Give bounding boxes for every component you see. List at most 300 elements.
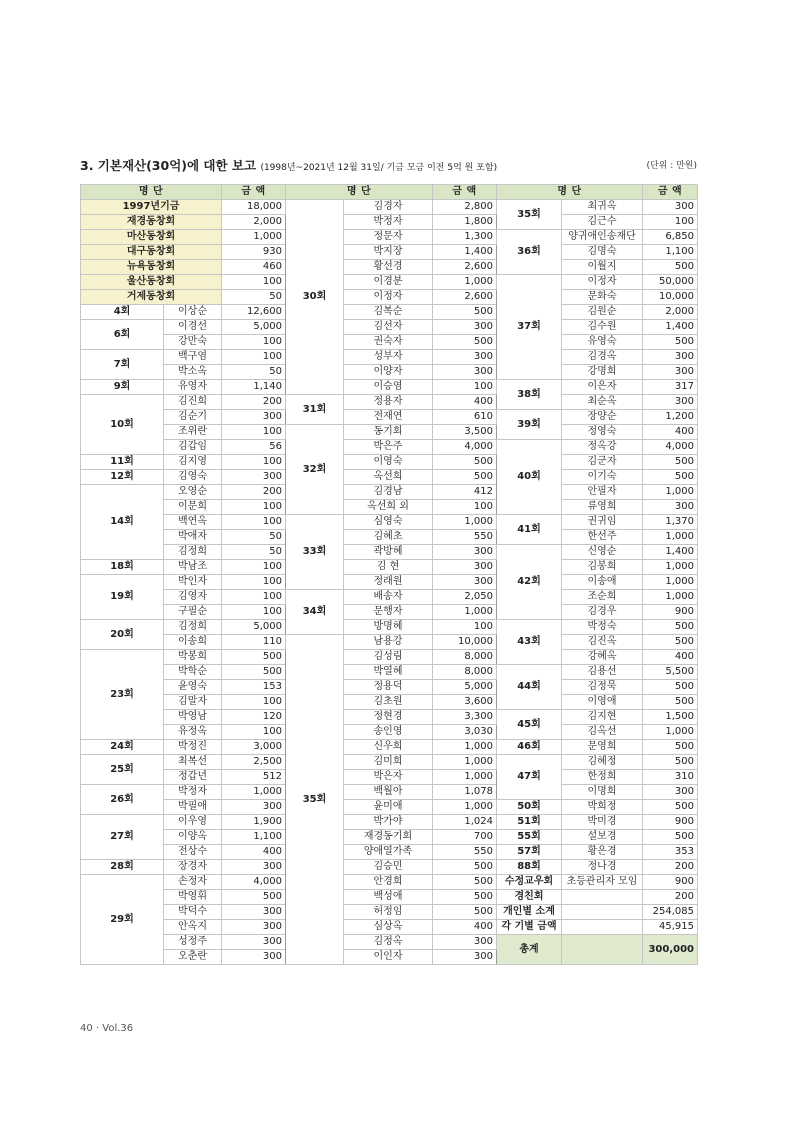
amount-cell: 100 (222, 425, 286, 440)
donor-name-cell: 심영숙 (344, 515, 433, 530)
donor-name-cell: 강만숙 (164, 335, 222, 350)
donor-name-cell: 문화숙 (562, 290, 643, 305)
table-row (81, 350, 698, 365)
donor-name-cell: 장양순 (562, 410, 643, 425)
table-row (81, 785, 698, 800)
donor-name-cell: 안경희 (344, 875, 433, 890)
donor-name-cell: 이기숙 (562, 470, 643, 485)
donor-name-cell: 김정희 (164, 545, 222, 560)
table-row (81, 440, 698, 455)
donor-name-cell: 신영순 (562, 545, 643, 560)
donor-name-cell: 김초원 (344, 695, 433, 710)
donor-name-cell: 이은자 (562, 380, 643, 395)
amount-cell: 1,400 (643, 545, 698, 560)
donor-name-cell: 황선경 (344, 260, 433, 275)
class-year-cell: 27회 (81, 815, 164, 860)
amount-cell: 500 (222, 650, 286, 665)
amount-cell: 110 (222, 635, 286, 650)
donor-name-cell: 권숙자 (344, 335, 433, 350)
summary-blank-cell (562, 905, 643, 920)
class-year-cell: 47회 (497, 755, 562, 800)
table-row (81, 455, 698, 470)
amount-cell: 500 (222, 890, 286, 905)
donor-name-cell: 박은자 (344, 770, 433, 785)
class-year-cell: 51회 (497, 815, 562, 830)
amount-cell: 550 (433, 530, 497, 545)
class-year-cell: 35회 (497, 200, 562, 230)
group-name-cell: 재경동창회 (81, 215, 222, 230)
class-year-cell: 9회 (81, 380, 164, 395)
table-row (81, 650, 698, 665)
donor-name-cell: 전상수 (164, 845, 222, 860)
amount-cell: 1,500 (643, 710, 698, 725)
table-row (81, 215, 698, 230)
amount-cell: 1,000 (643, 590, 698, 605)
donor-name-cell: 이경선 (164, 320, 222, 335)
amount-cell: 1,000 (433, 740, 497, 755)
table-row (81, 725, 698, 740)
amount-cell: 12,600 (222, 305, 286, 320)
donor-name-cell: 김근수 (562, 215, 643, 230)
amount-cell: 500 (643, 740, 698, 755)
table-row (81, 380, 698, 395)
amount-cell: 900 (643, 605, 698, 620)
donor-name-cell: 김명숙 (562, 245, 643, 260)
donor-name-cell: 김혜초 (344, 530, 433, 545)
table-row (81, 905, 698, 920)
amount-cell: 900 (643, 815, 698, 830)
donation-table-wrap (80, 184, 697, 965)
amount-cell: 1,000 (433, 275, 497, 290)
group-name-cell: 거제동창회 (81, 290, 222, 305)
donor-name-cell: 정문자 (344, 230, 433, 245)
summary-label-cell: 개인별 소계 (497, 905, 562, 920)
donor-name-cell: 권귀임 (562, 515, 643, 530)
amount-cell: 300 (222, 860, 286, 875)
donor-name-cell: 성정주 (164, 935, 222, 950)
group-name-cell: 마산동창회 (81, 230, 222, 245)
donor-name-cell: 김혜정 (562, 755, 643, 770)
amount-cell: 310 (643, 770, 698, 785)
amount-cell: 500 (643, 800, 698, 815)
donor-name-cell: 박인자 (164, 575, 222, 590)
table-row (81, 890, 698, 905)
donor-name-cell: 김원순 (562, 305, 643, 320)
amount-cell: 100 (222, 590, 286, 605)
donor-name-cell: 옥선희 (344, 470, 433, 485)
table-row (81, 845, 698, 860)
donor-name-cell: 정옥강 (562, 440, 643, 455)
amount-cell: 1,900 (222, 815, 286, 830)
class-year-cell: 88회 (497, 860, 562, 875)
donor-name-cell: 장경자 (164, 860, 222, 875)
amount-cell: 1,000 (433, 800, 497, 815)
amount-cell: 56 (222, 440, 286, 455)
amount-cell: 8,000 (433, 650, 497, 665)
amount-cell: 100 (433, 620, 497, 635)
donor-name-cell: 김선자 (344, 320, 433, 335)
amount-cell: 1,024 (433, 815, 497, 830)
donor-name-cell: 김순기 (164, 410, 222, 425)
donor-name-cell: 박덕수 (164, 905, 222, 920)
amount-cell: 2,600 (433, 290, 497, 305)
amount-cell: 1,000 (643, 560, 698, 575)
table-row (81, 485, 698, 500)
amount-cell: 50 (222, 545, 286, 560)
donation-table (80, 184, 698, 965)
amount-cell: 500 (643, 830, 698, 845)
table-row (81, 740, 698, 755)
donor-name-cell: 전재연 (344, 410, 433, 425)
donor-name-cell: 김복순 (344, 305, 433, 320)
donor-name-cell: 김미희 (344, 755, 433, 770)
amount-cell: 500 (643, 260, 698, 275)
amount-cell: 1,000 (222, 230, 286, 245)
class-year-cell: 33회 (286, 515, 344, 590)
amount-cell: 300 (433, 350, 497, 365)
table-row (81, 500, 698, 515)
amount-cell: 200 (222, 395, 286, 410)
class-year-cell: 20회 (81, 620, 164, 650)
class-year-cell: 36회 (497, 230, 562, 275)
amount-cell: 200 (643, 860, 698, 875)
amount-cell: 300 (222, 950, 286, 965)
amount-cell: 300 (222, 470, 286, 485)
donor-name-cell: 강혜옥 (562, 650, 643, 665)
amount-cell: 1,400 (643, 320, 698, 335)
amount-cell: 1,000 (433, 755, 497, 770)
amount-cell: 100 (222, 605, 286, 620)
volume-label: Vol.36 (102, 1023, 134, 1034)
amount-cell: 300 (643, 500, 698, 515)
amount-cell: 50,000 (643, 275, 698, 290)
amount-cell: 10,000 (643, 290, 698, 305)
amount-cell: 100 (222, 275, 286, 290)
donor-name-cell: 백월아 (344, 785, 433, 800)
class-year-cell: 26회 (81, 785, 164, 815)
amount-cell: 2,000 (643, 305, 698, 320)
donor-name-cell: 오춘란 (164, 950, 222, 965)
table-row (81, 695, 698, 710)
donor-name-cell: 박필애 (164, 800, 222, 815)
donor-name-cell: 박학순 (164, 665, 222, 680)
donor-name-cell: 박봉희 (164, 650, 222, 665)
amount-cell: 500 (643, 635, 698, 650)
section-title-sub: (1998년~2021년 12월 31일/ 기금 모금 이전 5억 원 포함) (260, 163, 498, 173)
class-year-cell: 44회 (497, 665, 562, 710)
class-year-cell: 25회 (81, 755, 164, 785)
amount-cell: 100 (433, 500, 497, 515)
class-year-cell: 18회 (81, 560, 164, 575)
donor-name-cell: 김승민 (344, 860, 433, 875)
donor-name-cell: 박애자 (164, 530, 222, 545)
amount-cell: 100 (222, 335, 286, 350)
table-row (81, 680, 698, 695)
header-amount-1: 금 액 (222, 185, 286, 200)
table-row (81, 815, 698, 830)
donor-name-cell: 박희정 (562, 800, 643, 815)
donor-name-cell: 백구염 (164, 350, 222, 365)
class-year-cell: 7회 (81, 350, 164, 380)
amount-cell: 500 (222, 665, 286, 680)
donor-name-cell: 김정옥 (344, 935, 433, 950)
amount-cell: 317 (643, 380, 698, 395)
table-row (81, 635, 698, 650)
donor-name-cell: 이문희 (164, 500, 222, 515)
donor-name-cell: 이인자 (344, 950, 433, 965)
donor-name-cell: 김경남 (344, 485, 433, 500)
header-row (81, 185, 698, 200)
donor-name-cell: 김봉희 (562, 560, 643, 575)
group-name-cell: 뉴욕동창회 (81, 260, 222, 275)
header-name-3: 명 단 (497, 185, 643, 200)
donor-name-cell: 김영숙 (164, 470, 222, 485)
table-row (81, 620, 698, 635)
amount-cell: 1,300 (433, 230, 497, 245)
amount-cell: 3,500 (433, 425, 497, 440)
table-row (81, 410, 698, 425)
summary-blank-cell (562, 920, 643, 935)
table-row (81, 530, 698, 545)
amount-cell: 1,200 (643, 410, 698, 425)
table-row (81, 275, 698, 290)
donor-name-cell: 박미경 (562, 815, 643, 830)
title-row (80, 156, 697, 174)
amount-cell: 1,400 (433, 245, 497, 260)
amount-cell: 500 (433, 875, 497, 890)
amount-cell: 500 (433, 905, 497, 920)
table-row (81, 230, 698, 245)
amount-cell: 610 (433, 410, 497, 425)
summary-amount-cell: 45,915 (643, 920, 698, 935)
class-year-cell: 12회 (81, 470, 164, 485)
section-title-main: 3. 기본재산(30억)에 대한 보고 (80, 158, 257, 173)
amount-cell: 400 (433, 395, 497, 410)
amount-cell: 50 (222, 290, 286, 305)
donor-name-cell: 곽방혜 (344, 545, 433, 560)
amount-cell: 300 (433, 575, 497, 590)
donor-name-cell: 허정임 (344, 905, 433, 920)
donor-name-cell: 이영숙 (344, 455, 433, 470)
class-year-cell: 55회 (497, 830, 562, 845)
table-row (81, 425, 698, 440)
donor-name-cell: 김경자 (344, 200, 433, 215)
amount-cell: 1,800 (433, 215, 497, 230)
amount-cell: 1,100 (222, 830, 286, 845)
donor-name-cell: 김경우 (562, 605, 643, 620)
class-year-cell: 43회 (497, 620, 562, 665)
donor-name-cell: 백연옥 (164, 515, 222, 530)
class-year-cell: 32회 (286, 425, 344, 515)
amount-cell: 100 (433, 380, 497, 395)
donor-name-cell: 정나경 (562, 860, 643, 875)
table-row (81, 875, 698, 890)
donor-name-cell: 송인영 (344, 725, 433, 740)
amount-cell: 6,850 (643, 230, 698, 245)
donor-name-cell: 최귀옥 (562, 200, 643, 215)
amount-cell: 500 (643, 755, 698, 770)
amount-cell: 1,000 (643, 575, 698, 590)
amount-cell: 8,000 (433, 665, 497, 680)
donor-name-cell: 김영자 (164, 590, 222, 605)
amount-cell: 353 (643, 845, 698, 860)
amount-cell: 100 (643, 215, 698, 230)
class-year-cell: 14회 (81, 485, 164, 560)
donor-name-cell: 설보경 (562, 830, 643, 845)
class-year-cell: 10회 (81, 395, 164, 455)
class-year-cell: 28회 (81, 860, 164, 875)
table-row (81, 590, 698, 605)
class-year-cell: 45회 (497, 710, 562, 740)
donor-name-cell: 이양자 (344, 365, 433, 380)
donor-name-cell: 최복선 (164, 755, 222, 770)
amount-cell: 3,300 (433, 710, 497, 725)
donor-name-cell: 김정묵 (562, 680, 643, 695)
amount-cell: 153 (222, 680, 286, 695)
class-year-cell: 50회 (497, 800, 562, 815)
donor-name-cell: 김갑임 (164, 440, 222, 455)
footer-separator: · (95, 1023, 100, 1034)
donor-name-cell: 정현경 (344, 710, 433, 725)
class-year-cell: 24회 (81, 740, 164, 755)
table-row (81, 260, 698, 275)
donor-name-cell: 황은경 (562, 845, 643, 860)
amount-cell: 300 (643, 785, 698, 800)
donor-name-cell: 안옥지 (164, 920, 222, 935)
donor-name-cell: 유영숙 (562, 335, 643, 350)
donor-name-cell: 양애열가족 (344, 845, 433, 860)
amount-cell: 300 (643, 365, 698, 380)
donor-name-cell: 이정자 (562, 275, 643, 290)
donor-name-cell: 김수원 (562, 320, 643, 335)
class-year-cell: 40회 (497, 440, 562, 515)
table-row (81, 200, 698, 215)
amount-cell: 700 (433, 830, 497, 845)
donor-name-cell: 강명희 (562, 365, 643, 380)
header-name-2: 명 단 (286, 185, 433, 200)
total-label-cell: 총계 (497, 935, 562, 965)
page-footer (80, 1023, 133, 1034)
donor-name-cell: 이상순 (164, 305, 222, 320)
donor-name-cell: 문행자 (344, 605, 433, 620)
donor-name-cell: 안필자 (562, 485, 643, 500)
donor-name-cell: 윤미애 (344, 800, 433, 815)
amount-cell: 1,000 (643, 530, 698, 545)
donor-name-cell: 류영희 (562, 500, 643, 515)
amount-cell: 500 (433, 305, 497, 320)
class-year-cell: 37회 (497, 275, 562, 380)
summary-label-cell: 각 기별 금액 (497, 920, 562, 935)
class-year-cell: 19회 (81, 575, 164, 620)
table-row (81, 830, 698, 845)
group-name-cell: 울산동창회 (81, 275, 222, 290)
summary-label-cell: 경친회 (497, 890, 562, 905)
class-year-cell: 23회 (81, 650, 164, 740)
donor-name-cell: 한선주 (562, 530, 643, 545)
amount-cell: 300 (222, 920, 286, 935)
header-amount-3: 금 액 (643, 185, 698, 200)
amount-cell: 200 (222, 485, 286, 500)
donor-name-cell: 최순옥 (562, 395, 643, 410)
amount-cell: 400 (433, 920, 497, 935)
donor-name-cell: 김지영 (164, 455, 222, 470)
donor-name-cell: 오영순 (164, 485, 222, 500)
donor-name-cell: 박지장 (344, 245, 433, 260)
table-row (81, 365, 698, 380)
donor-name-cell: 김경옥 (562, 350, 643, 365)
amount-cell: 500 (643, 680, 698, 695)
donor-name-cell: 이송애 (562, 575, 643, 590)
amount-cell: 3,600 (433, 695, 497, 710)
amount-cell: 300 (643, 350, 698, 365)
amount-cell: 5,000 (222, 620, 286, 635)
amount-cell: 1,000 (433, 605, 497, 620)
table-row (81, 245, 698, 260)
amount-cell: 300 (433, 320, 497, 335)
donor-name-cell: 이정자 (344, 290, 433, 305)
donor-name-cell: 김진옥 (562, 635, 643, 650)
class-year-cell: 29회 (81, 875, 164, 965)
donor-name-cell: 박영남 (164, 710, 222, 725)
amount-cell: 500 (433, 335, 497, 350)
donor-name-cell: 이경분 (344, 275, 433, 290)
donor-name-cell: 박소옥 (164, 365, 222, 380)
amount-cell: 100 (222, 695, 286, 710)
table-row (81, 770, 698, 785)
amount-cell: 500 (643, 470, 698, 485)
donor-name-cell: 박정진 (164, 740, 222, 755)
donor-name-cell: 구필순 (164, 605, 222, 620)
table-row (81, 755, 698, 770)
amount-cell: 300 (222, 905, 286, 920)
donor-name-cell: 이승염 (344, 380, 433, 395)
donor-name-cell: 재경동기회 (344, 830, 433, 845)
amount-cell: 2,000 (222, 215, 286, 230)
header-name-1: 명 단 (81, 185, 222, 200)
amount-cell: 100 (222, 575, 286, 590)
donor-name-cell: 김지현 (562, 710, 643, 725)
summary-amount-cell: 200 (643, 890, 698, 905)
class-year-cell: 6회 (81, 320, 164, 350)
amount-cell: 2,600 (433, 260, 497, 275)
class-year-cell: 35회 (286, 635, 344, 965)
donor-name-cell: 김용선 (562, 665, 643, 680)
donor-name-cell: 박정숙 (562, 620, 643, 635)
amount-cell: 50 (222, 530, 286, 545)
amount-cell: 300 (643, 200, 698, 215)
amount-cell: 500 (643, 335, 698, 350)
donor-name-cell: 한정희 (562, 770, 643, 785)
amount-cell: 1,140 (222, 380, 286, 395)
donor-name-cell: 김옥선 (562, 725, 643, 740)
amount-cell: 300 (222, 935, 286, 950)
class-year-cell: 34회 (286, 590, 344, 635)
page-number: 40 (80, 1023, 93, 1034)
donor-name-cell: 양귀애인송재단 (562, 230, 643, 245)
header-amount-2: 금 액 (433, 185, 497, 200)
donor-name-cell: 김성림 (344, 650, 433, 665)
amount-cell: 1,000 (643, 725, 698, 740)
table-row (81, 920, 698, 935)
amount-cell: 500 (643, 695, 698, 710)
amount-cell: 100 (222, 725, 286, 740)
table-row (81, 515, 698, 530)
amount-cell: 100 (222, 455, 286, 470)
amount-cell: 500 (643, 620, 698, 635)
amount-cell: 10,000 (433, 635, 497, 650)
amount-cell: 4,000 (433, 440, 497, 455)
class-year-cell: 42회 (497, 545, 562, 620)
